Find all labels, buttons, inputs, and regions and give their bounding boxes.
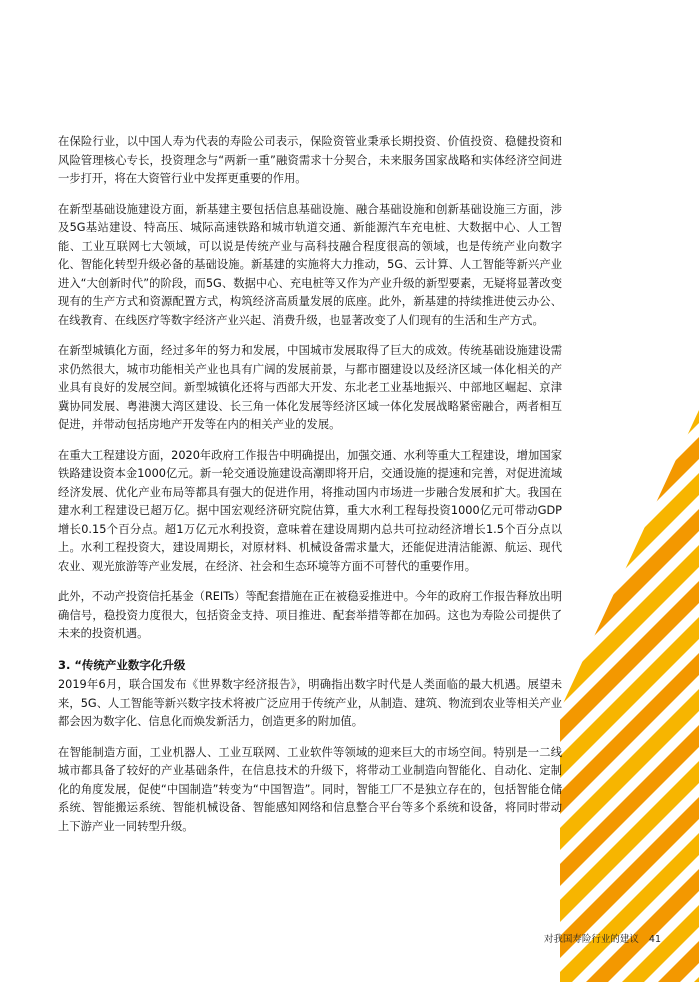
- page-footer: [544, 933, 661, 947]
- paragraph-urbanization: 在新型城镇化方面，经过多年的努力和发展，中国城市发展取得了巨大的成效。传统基础设施建设需求仍然很大，城市功能相关产业也具有广阔的发展前景，与都市圈建设以及经济区域一体化相关的产业具有良好的发展空间。新型城镇化还将与西部大开发、东北老工业基地振兴、中部地区崛起、京津冀协同发展、粤港澳大湾区建设、长三角一体化发展等经济区域一体化发展战略紧密融合，两者相互促进，并带动包括房地产开发等在内的相关产业的发展。: [58, 344, 562, 431]
- section-heading: 3. “传统产业数字化升级: [58, 657, 186, 672]
- paragraph-new-infrastructure: 在新型基础设施建设方面，新基建主要包括信息基础设施、融合基础设施和创新基础设施三方面，涉及5G基站建设、特高压、城际高速铁路和城市轨道交通、新能源汽车充电桩、大数据中心、人工智能、工业互联网七大领域，可以说是传统产业与高科技融合程度很高的领域，也是传统产业向数字化、智能化转型升级必备的基础设施。新基建的实施将大力推动，5G、云计算、人工智能等新兴产业进入“大创新时代”的阶段，而5G、数据中心、充电桩等又作为产业升级的新型要素，无疑将显著改变现有的生产方式和资源配置方式，构筑经济高质量发展的底座。此外，新基建的持续推进使云办公、在线教育、在线医疗等数字经济产业兴起、消费升级，也显著改变了人们现有的生活和生产方式。: [58, 202, 562, 327]
- paragraph-smart-manufacturing: 在智能制造方面，工业机器人、工业互联网、工业软件等领域的迎来巨大的市场空间。特别是一二线城市都具备了较好的产业基础条件，在信息技术的升级下，将带动工业制造向智能化、自动化、定制化的角度发展，促使“中国制造”转变为“中国智造”。同时，智能工厂不是独立存在的，包括智能仓储系统、智能搬运系统、智能机械设备、智能感知网络和信息整合平台等多个系统和设备，将同时带动上下游产业一同转型升级。: [58, 745, 562, 833]
- paragraph-reits: 此外，不动产投资信托基金（REITs）等配套措施在正在被稳妥推进中。今年的政府工作报告释放出明确信号，稳投资力度很大，包括资金支持、项目推进、配套举措等都在加码。这也为寿险公司提供了未来的投资机遇。: [58, 590, 562, 640]
- page-content: [58, 133, 562, 848]
- paragraph-major-projects: 在重大工程建设方面，2020年政府工作报告中明确提出，加强交通、水利等重大工程建设，增加国家铁路建设资本金1000亿元。新一轮交通设施建设高潮即将开启，交通设施的提速和完善，对促进流域经济发展、优化产业布局等都具有强大的促进作用，将推动国内市场进一步融合发展和扩大。我国在建水利工程建设已超万亿。据中国宏观经济研究院估算，重大水利工程每投资1000亿元可带动GDP增长0.15个百分点。超1万亿元水利投资，意味着在建设周期内总共可拉动经济增长1.5个百分点以上。水利工程投资大，建设周期长，对原材料、机械设备需求量大，还能促进清洁能源、航运、现代农业、观光旅游等产业发展，在经济、社会和生态环境等方面不可替代的重要作用。: [58, 448, 562, 573]
- footer-title: 对我国寿险行业的建议: [543, 934, 639, 945]
- page-number: 41: [648, 934, 661, 945]
- paragraph-digital-economy: 2019年6月，联合国发布《世界数字经济报告》，明确指出数字时代是人类面临的最大机遇。展望未来，5G、人工智能等新兴数字技术将被广泛应用于传统产业，从制造、建筑、物流到农业等相关产业都会因为数字化、信息化而焕发新活力，创造更多的附加值。: [58, 678, 562, 728]
- paragraph-insurance: 在保险行业，以中国人寿为代表的寿险公司表示，保险资管业秉承长期投资、价值投资、稳健投资和风险管理核心专长，投资理念与“两新一重”融资需求十分契合，未来服务国家战略和实体经济空间进一步打开，将在大资管行业中发挥更重要的作用。: [58, 135, 562, 185]
